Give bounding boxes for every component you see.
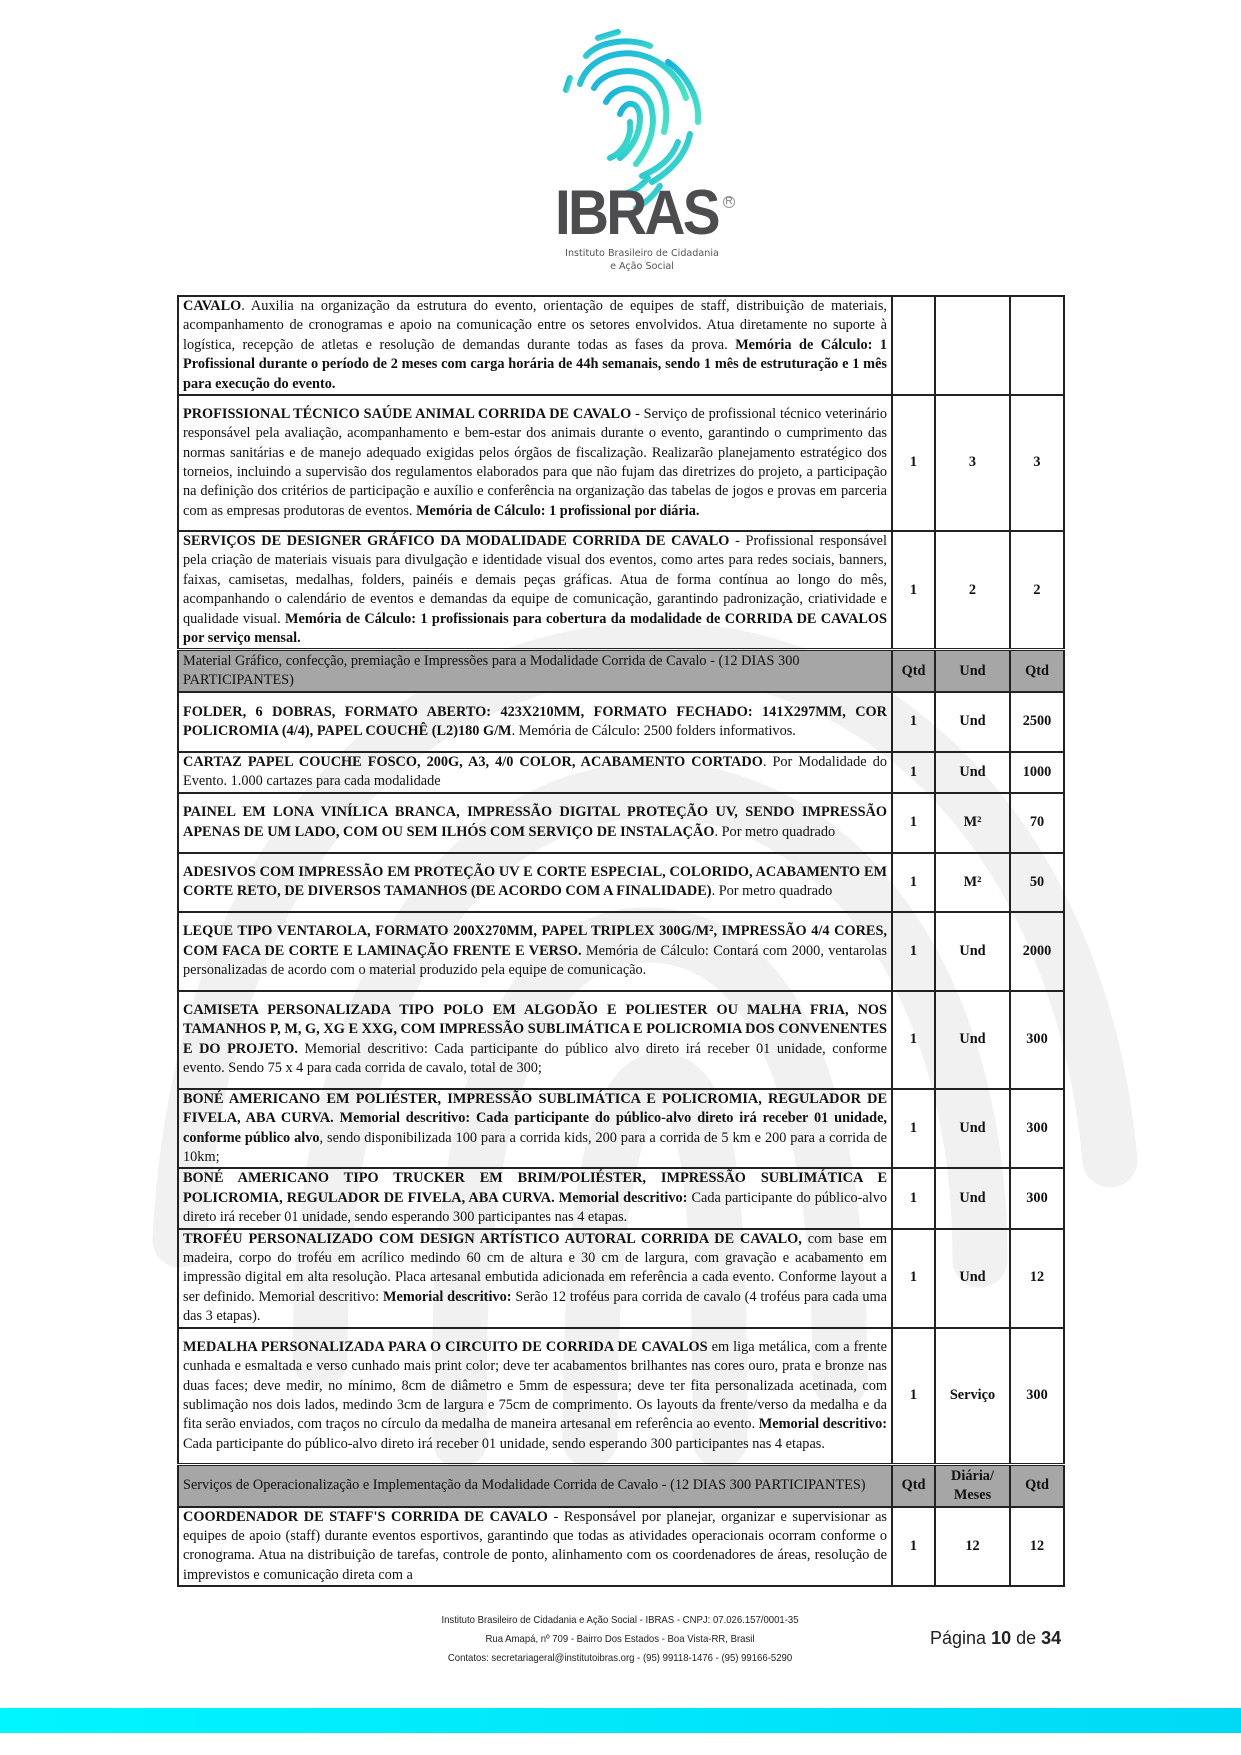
- item-total: 70: [1010, 793, 1064, 853]
- column-header-und: Und: [935, 650, 1010, 692]
- item-qtd: 1: [892, 1328, 935, 1465]
- item-description: FOLDER, 6 DOBRAS, FORMATO ABERTO: 423X210MM, FORMATO FECHADO: 141X297MM, COR POLICROMIA (4/4), PAPEL COUCHÊ (L2)180 G/M. Memória de Cálculo: 2500 folders informativos.: [178, 692, 892, 752]
- item-description: CAMISETA PERSONALIZADA TIPO POLO EM ALGODÃO E POLIESTER OU MALHA FRIA, NOS TAMANHOS P, M, G, XG E XXG, COM IMPRESSÃO SUBLIMÁTICA E POLICROMIA DOS CONVENENTES E DO PROJETO. Memorial descritivo: Cada participante do público alvo direto irá receber 01 unidade, conforme evento. Sendo 75 x 4 para cada corrida de cavalo, total de 300;: [178, 991, 892, 1089]
- item-unit: M²: [935, 853, 1010, 912]
- item-total: 300: [1010, 1089, 1064, 1169]
- item-total: 3: [1010, 395, 1064, 531]
- item-unit: 12: [935, 1507, 1010, 1587]
- table-row: [178, 991, 1064, 1089]
- item-description: MEDALHA PERSONALIZADA PARA O CIRCUITO DE CORRIDA DE CAVALOS em liga metálica, com a frente cunhada e esmaltada e verso cunhado mais print color; deve ter acabamentos brilhantes nas cores ouro, prata e bronze nas duas faces; deve medir, no mínimo, 8cm de diâmetro e 5mm de espessura; deve ter fita personalizada acetinada, com sublimação nos dois lados, medindo 3cm de largura e 75cm de comprimento. Os layouts da frente/verso da medalha e da fita serão enviados, com traços no círculo da medalha de maneira artesanal em referência ao evento. Memorial descritivo: Cada participante do público-alvo direto irá receber 01 unidade, sendo esperando 300 participantes nas 4 etapas.: [178, 1328, 892, 1465]
- section-title: Serviços de Operacionalização e Implementação da Modalidade Corrida de Cavalo - (12 DIAS 300 PARTICIPANTES): [178, 1465, 892, 1507]
- item-unit: [935, 296, 1010, 395]
- item-description: BONÉ AMERICANO EM POLIÉSTER, IMPRESSÃO SUBLIMÁTICA E POLICROMIA, REGULADOR DE FIVELA, ABA CURVA. Memorial descritivo: Cada participante do público-alvo direto irá receber 01 unidade, conforme público alvo, sendo disponibilizada 100 para a corrida kids, 200 para a corrida de 5 km e 200 para a corrida de 10km;: [178, 1089, 892, 1169]
- item-qtd: 1: [892, 1507, 935, 1587]
- table-row: [178, 1168, 1064, 1228]
- logo-wordmark: IBRAS: [555, 178, 718, 248]
- item-unit: Und: [935, 912, 1010, 991]
- logo-subtitle: [552, 247, 732, 273]
- page-label: Página: [930, 1628, 987, 1648]
- item-total: 2000: [1010, 912, 1064, 991]
- item-total: 12: [1010, 1229, 1064, 1328]
- table-row: [178, 531, 1064, 650]
- table-row: [178, 692, 1064, 752]
- item-total: 2: [1010, 531, 1064, 650]
- footer-accent-bar: [0, 1708, 1241, 1733]
- item-total: 300: [1010, 1328, 1064, 1465]
- table-row: [178, 1507, 1064, 1587]
- registered-mark-icon: R: [723, 196, 735, 208]
- item-unit: Serviço: [935, 1328, 1010, 1465]
- table-row: [178, 1089, 1064, 1169]
- section-title: Material Gráfico, confecção, premiação e Impressões para a Modalidade Corrida de Cavalo - (12 DIAS 300 PARTICIPANTES): [178, 650, 892, 692]
- item-total: 1000: [1010, 752, 1064, 793]
- logo-subtitle-line1: Instituto Brasileiro de Cidadania: [565, 248, 719, 259]
- item-total: 2500: [1010, 692, 1064, 752]
- page-current: 10: [991, 1628, 1012, 1648]
- table-row: [178, 395, 1064, 531]
- item-description: LEQUE TIPO VENTAROLA, FORMATO 200X270MM, PAPEL TRIPLEX 300G/M², IMPRESSÃO 4/4 CORES, COM FACA DE CORTE E LAMINAÇÃO FRENTE E VERSO. Memória de Cálculo: Contará com 2000, ventarolas personalizadas de acordo com o material produzido pela equipe de comunicação.: [178, 912, 892, 991]
- item-qtd: 1: [892, 752, 935, 793]
- column-header-total: Qtd: [1010, 650, 1064, 692]
- item-qtd: 1: [892, 793, 935, 853]
- footer-line-org: Instituto Brasileiro de Cidadania e Ação Social - IBRAS - CNPJ: 07.026.157/0001-35: [441, 1615, 799, 1626]
- table-row: [178, 752, 1064, 793]
- table-row: [178, 296, 1064, 395]
- item-description: SERVIÇOS DE DESIGNER GRÁFICO DA MODALIDADE CORRIDA DE CAVALO - Profissional responsável pela criação de materiais visuais para divulgação e identidade visual dos eventos, como artes para redes sociais, banners, faixas, camisetas, medalhas, folders, painéis e demais peças gráficas. Atua de forma contínua ao longo do mês, acompanhando o calendário de eventos e demandas da equipe de comunicação, garantindo padronização, criatividade e qualidade visual. Memória de Cálculo: 1 profissionais para cobertura da modalidade de CORRIDA DE CAVALOS por serviço mensal.: [178, 531, 892, 650]
- page-total: 34: [1041, 1628, 1062, 1648]
- item-unit: Und: [935, 752, 1010, 793]
- item-total: 300: [1010, 991, 1064, 1089]
- item-qtd: 1: [892, 1168, 935, 1228]
- item-unit: M²: [935, 793, 1010, 853]
- logo-subtitle-line2: e Ação Social: [610, 261, 674, 272]
- footer-line-contacts: Contatos: secretariageral@institutoibras.org - (95) 99118-1476 - (95) 99166-5290: [447, 1653, 793, 1664]
- page-number: [930, 1628, 1061, 1649]
- item-qtd: 1: [892, 1089, 935, 1169]
- table-row: [178, 1229, 1064, 1328]
- item-qtd: 1: [892, 692, 935, 752]
- page-of: de: [1016, 1628, 1037, 1648]
- column-header-qtd: Qtd: [892, 1465, 935, 1507]
- item-description: PAINEL EM LONA VINÍLICA BRANCA, IMPRESSÃO DIGITAL PROTEÇÃO UV, SENDO IMPRESSÃO APENAS DE UM LADO, COM OU SEM ILHÓS COM SERVIÇO DE INSTALAÇÃO. Por metro quadrado: [178, 793, 892, 853]
- item-total: 300: [1010, 1168, 1064, 1228]
- table-row: [178, 793, 1064, 853]
- item-description: COORDENADOR DE STAFF'S CORRIDA DE CAVALO - Responsável por planejar, organizar e supervisionar as equipes de apoio (staff) durante eventos esportivos, garantindo que todas as atividades operacionais ocorram conforme o cronograma. Atua na distribuição de tarefas, controle de ponto, alinhamento com os coordenadores de áreas, resolução de imprevistos e comunicação direta com a: [178, 1507, 892, 1587]
- table-row: [178, 1328, 1064, 1465]
- item-unit: Und: [935, 991, 1010, 1089]
- item-description: BONÉ AMERICANO TIPO TRUCKER EM BRIM/POLIÉSTER, IMPRESSÃO SUBLIMÁTICA E POLICROMIA, REGULADOR DE FIVELA, ABA CURVA. Memorial descritivo: Cada participante do público-alvo direto irá receber 01 unidade, sendo esperando 300 participantes nas 4 etapas.: [178, 1168, 892, 1228]
- item-qtd: 1: [892, 991, 935, 1089]
- item-qtd: [892, 296, 935, 395]
- column-header-total: Qtd: [1010, 1465, 1064, 1507]
- item-total: [1010, 296, 1064, 395]
- item-total: 12: [1010, 1507, 1064, 1587]
- item-qtd: 1: [892, 853, 935, 912]
- item-description: TROFÉU PERSONALIZADO COM DESIGN ARTÍSTICO AUTORAL CORRIDA DE CAVALO, com base em madeira, corpo do troféu em acrílico medindo 60 cm de altura e 30 cm de largura, com gravação e acabamento em impressão digital em alta resolução. Placa artesanal embutida adicionada em referência a cada evento. Conforme layout a ser definido. Memorial descritivo: Memorial descritivo: Serão 12 troféus para corrida de cavalo (4 troféus para cada uma das 3 etapas).: [178, 1229, 892, 1328]
- section-header-services: [178, 1465, 1064, 1507]
- item-description: ADESIVOS COM IMPRESSÃO EM PROTEÇÃO UV E CORTE ESPECIAL, COLORIDO, ACABAMENTO EM CORTE RETO, DE DIVERSOS TAMANHOS (DE ACORDO COM A FINALIDADE). Por metro quadrado: [178, 853, 892, 912]
- item-description: CAVALO. Auxilia na organização da estrutura do evento, orientação de equipes de staff, distribuição de materiais, acompanhamento de cronogramas e apoio na comunicação entre os setores envolvidos. Atua diretamente no suporte à logística, recepção de atletas e resolução de demandas durante todas as fases da prova. Memória de Cálculo: 1 Profissional durante o período de 2 meses com carga horária de 44h semanais, sendo 1 mês de estruturação e 1 mês para execução do evento.: [178, 296, 892, 395]
- item-total: 50: [1010, 853, 1064, 912]
- item-unit: 2: [935, 531, 1010, 650]
- item-unit: Und: [935, 1168, 1010, 1228]
- item-qtd: 1: [892, 531, 935, 650]
- column-header-qtd: Qtd: [892, 650, 935, 692]
- budget-table: [177, 295, 1065, 1587]
- column-header-diaria-meses: Diária/ Meses: [935, 1465, 1010, 1507]
- table-row: [178, 853, 1064, 912]
- item-qtd: 1: [892, 395, 935, 531]
- item-unit: 3: [935, 395, 1010, 531]
- item-description: PROFISSIONAL TÉCNICO SAÚDE ANIMAL CORRIDA DE CAVALO - Serviço de profissional técnico veterinário responsável pela avaliação, acompanhamento e bem-estar dos animais durante o evento, garantindo o cumprimento das normas sanitárias e de manejo adequado exigidas pelos órgãos de fiscalização. Realizarão planejamento estratégico dos torneios, incluindo a supervisão dos regulamentos elaborados para que não fujam das diretrizes do projeto, a participação na definição dos critérios de participação e auxílio e conferência na organização das tabelas de jogos e provas em parceria com as empresas produtoras de eventos. Memória de Cálculo: 1 profissional por diária.: [178, 395, 892, 531]
- item-qtd: 1: [892, 1229, 935, 1328]
- footer-address: [413, 1611, 827, 1668]
- item-qtd: 1: [892, 912, 935, 991]
- footer-line-address: Rua Amapá, nº 709 - Bairro Dos Estados - Boa Vista-RR, Brasil: [485, 1634, 755, 1645]
- item-description: CARTAZ PAPEL COUCHE FOSCO, 200G, A3, 4/0 COLOR, ACABAMENTO CORTADO. Por Modalidade do Evento. 1.000 cartazes para cada modalidade: [178, 752, 892, 793]
- table-row: [178, 912, 1064, 991]
- section-header-material: [178, 650, 1064, 692]
- item-unit: Und: [935, 1229, 1010, 1328]
- item-unit: Und: [935, 1089, 1010, 1169]
- item-unit: Und: [935, 692, 1010, 752]
